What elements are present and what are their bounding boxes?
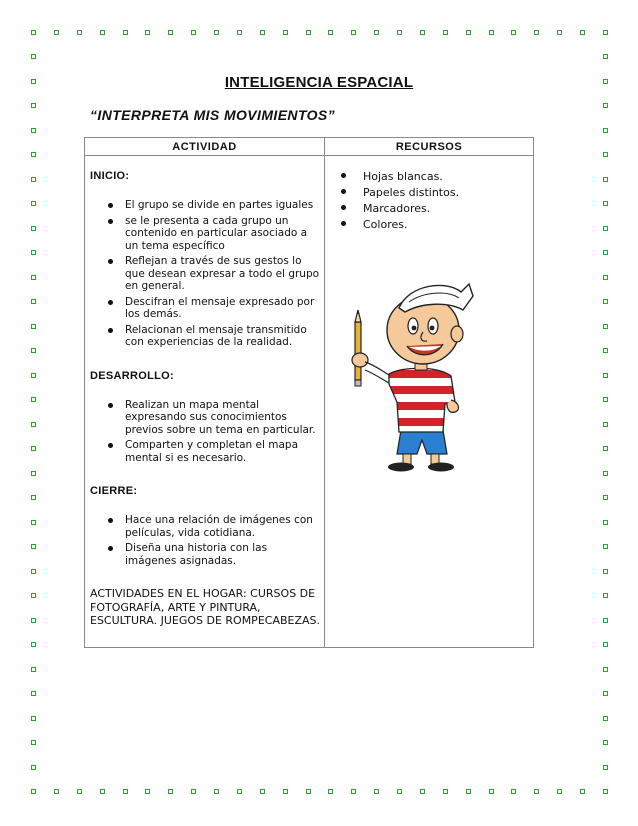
border-square [237,30,242,35]
table-header-row [85,138,534,156]
border-square [534,30,539,35]
border-square [443,789,448,794]
cartoon-boy-illustration [343,262,483,472]
border-square [260,30,265,35]
border-square [77,30,82,35]
border-square [31,618,36,623]
list-item: Colores. [339,217,533,233]
border-square [31,691,36,696]
border-square [603,275,608,280]
border-square [31,667,36,672]
list-item: Relacionan el mensaje transmitido con experiencias de la realidad. [106,324,320,349]
border-square [260,789,265,794]
border-square [31,275,36,280]
list-item: Hojas blancas. [339,169,533,185]
list-item: Diseña una historia con las imágenes asignadas. [106,542,320,567]
border-square [489,30,494,35]
border-square [557,789,562,794]
border-square [31,765,36,770]
border-square [603,373,608,378]
border-square [214,789,219,794]
border-square [603,324,608,329]
border-square [603,250,608,255]
border-square [603,642,608,647]
border-square [31,593,36,598]
border-square [31,520,36,525]
border-square [580,30,585,35]
border-square [489,789,494,794]
border-square [31,250,36,255]
border-square [54,789,59,794]
desarrollo-heading: DESARROLLO: [90,369,174,382]
list-item: El grupo se divide en partes iguales [106,199,320,212]
border-square [557,30,562,35]
border-square [31,348,36,353]
border-square [31,54,36,59]
list-item: Hace una relación de imágenes con películas, vida cotidiana. [106,514,320,539]
border-square [397,30,402,35]
border-square [54,30,59,35]
border-square [603,495,608,500]
border-square [603,422,608,427]
pencil-icon [355,310,361,386]
border-square [237,789,242,794]
border-square [168,789,173,794]
list-item: Papeles distintos. [339,185,533,201]
border-square [306,789,311,794]
recursos-list [339,169,533,233]
border-square [603,397,608,402]
border-square [374,789,379,794]
border-square [123,789,128,794]
border-square [603,299,608,304]
home-activities-text: ACTIVIDADES EN EL HOGAR: CURSOS DE FOTOGRAFÍA, ARTE Y PINTURA, ESCULTURA. JUEGOS DE ROMPECABEZAS. [90,587,321,627]
list-item: Marcadores. [339,201,533,217]
border-square [31,740,36,745]
border-square [603,348,608,353]
border-square [603,618,608,623]
border-square [603,569,608,574]
border-square [31,642,36,647]
table-body-row [85,156,534,648]
border-square [31,495,36,500]
actividad-cell [85,156,325,648]
border-square [603,471,608,476]
border-square [351,789,356,794]
cierre-heading: CIERRE: [90,485,138,497]
border-square [191,789,196,794]
border-square [100,30,105,35]
border-square [603,446,608,451]
border-square [603,691,608,696]
border-square [31,544,36,549]
header-actividad: ACTIVIDAD [85,138,325,156]
border-square [511,789,516,794]
border-square [123,30,128,35]
border-square [306,30,311,35]
border-square [603,667,608,672]
border-square [603,201,608,206]
list-item: Realizan un mapa mental expresando sus conocimientos previos sobre un tema en particular. [106,399,320,437]
border-square [580,789,585,794]
border-square [603,789,608,794]
border-square [603,716,608,721]
border-square [603,226,608,231]
list-item: Descifran el mensaje expresado por los demás. [106,296,320,321]
border-square [31,177,36,182]
border-square [31,201,36,206]
inicio-heading: INICIO: [90,170,130,182]
border-square [31,471,36,476]
border-square [283,789,288,794]
border-square [603,128,608,133]
border-square [534,789,539,794]
border-square [603,544,608,549]
page-subtitle: “INTERPRETA MIS MOVIMIENTOS” [90,107,336,123]
border-square [374,30,379,35]
border-square [145,789,150,794]
border-square [511,30,516,35]
border-square [31,324,36,329]
cierre-list [106,514,320,567]
border-square [603,54,608,59]
border-square [603,103,608,108]
border-square [31,446,36,451]
list-item: Comparten y completan el mapa mental si es necesario. [106,439,320,464]
border-square [100,789,105,794]
border-square [31,373,36,378]
border-square [31,128,36,133]
page-title: INTELIGENCIA ESPACIAL [224,74,414,91]
border-square [328,789,333,794]
border-square [31,103,36,108]
border-square [31,569,36,574]
border-square [603,593,608,598]
border-square [191,30,196,35]
border-square [603,152,608,157]
list-item: se le presenta a cada grupo un contenido en particular asociado a un tema específico [106,215,320,253]
border-square [283,30,288,35]
inicio-list [106,199,320,349]
border-square [328,30,333,35]
border-square [603,765,608,770]
border-square [31,397,36,402]
recursos-cell [325,156,534,648]
border-square [603,177,608,182]
border-square [31,152,36,157]
border-square [31,716,36,721]
border-square [31,30,36,35]
border-square [603,520,608,525]
activity-table [84,137,534,648]
border-square [351,30,356,35]
border-square [168,30,173,35]
border-square [31,226,36,231]
list-item: Reflejan a través de sus gestos lo que desean expresar a todo el grupo en general. [106,255,320,293]
border-square [397,789,402,794]
border-square [420,30,425,35]
border-square [31,422,36,427]
border-square [466,30,471,35]
border-square [466,789,471,794]
border-square [31,789,36,794]
border-square [603,30,608,35]
header-recursos: RECURSOS [325,138,534,156]
border-square [31,299,36,304]
border-square [77,789,82,794]
border-square [145,30,150,35]
desarrollo-list [106,399,320,465]
border-square [443,30,448,35]
border-square [603,740,608,745]
border-square [420,789,425,794]
border-square [214,30,219,35]
